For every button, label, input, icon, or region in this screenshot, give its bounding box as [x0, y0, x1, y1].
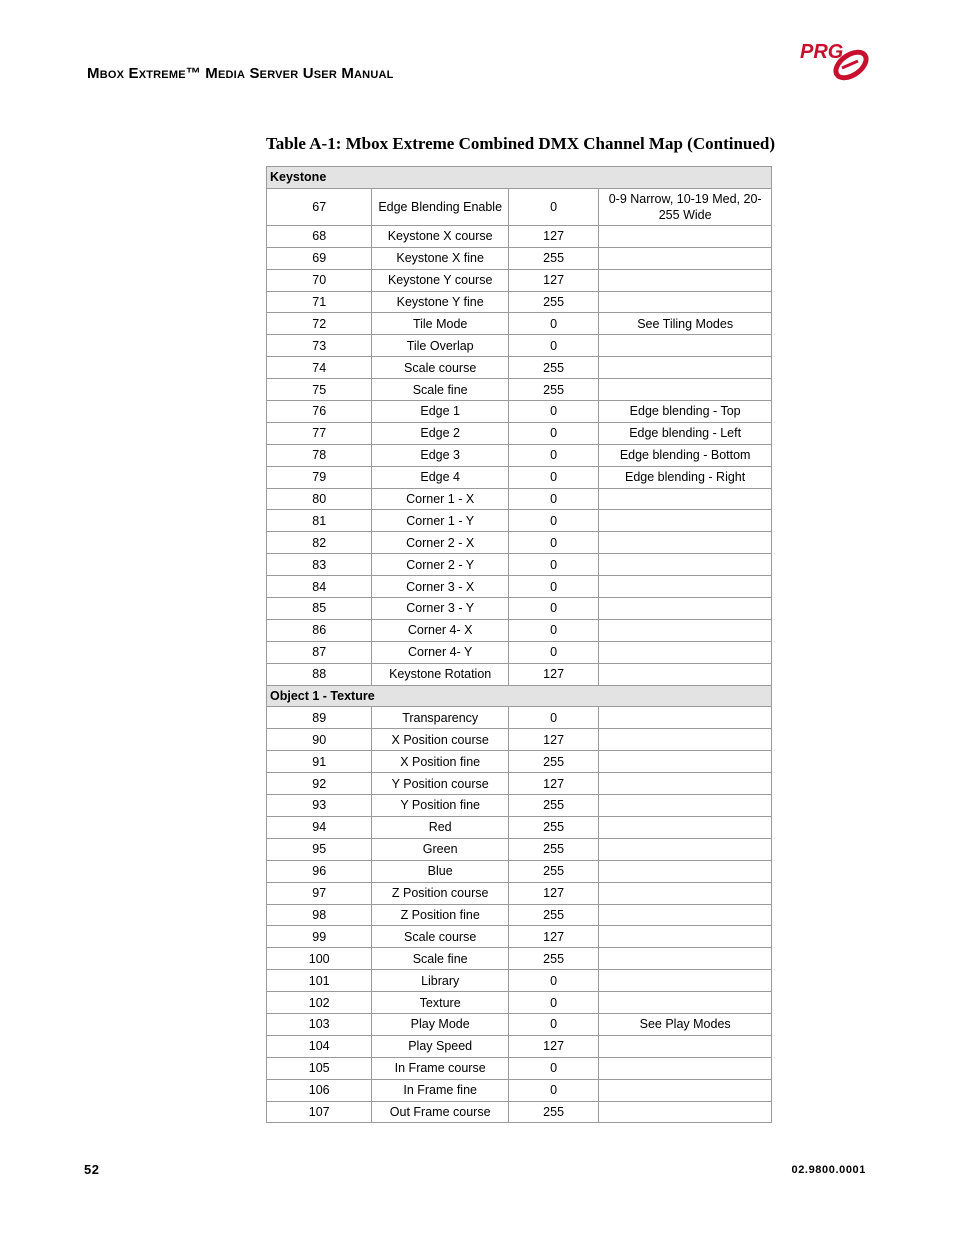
function-cell: Scale course — [372, 357, 509, 379]
notes-cell: See Play Modes — [599, 1013, 772, 1035]
channel-cell: 80 — [267, 488, 372, 510]
default-value-cell: 0 — [508, 619, 598, 641]
section-header-row — [267, 167, 772, 189]
channel-cell: 92 — [267, 773, 372, 795]
notes-cell — [599, 707, 772, 729]
notes-cell — [599, 335, 772, 357]
table-row — [267, 882, 772, 904]
channel-cell: 79 — [267, 466, 372, 488]
default-value-cell: 0 — [508, 1057, 598, 1079]
default-value-cell: 0 — [508, 576, 598, 598]
channel-cell: 103 — [267, 1013, 372, 1035]
default-value-cell: 0 — [508, 992, 598, 1014]
function-cell: Keystone X fine — [372, 247, 509, 269]
table-row — [267, 188, 772, 225]
table-row — [267, 1079, 772, 1101]
channel-cell: 77 — [267, 422, 372, 444]
table-row — [267, 992, 772, 1014]
notes-cell — [599, 904, 772, 926]
function-cell: Corner 1 - X — [372, 488, 509, 510]
table-row — [267, 379, 772, 401]
table-row — [267, 1013, 772, 1035]
function-cell: Keystone Y course — [372, 269, 509, 291]
function-cell: Scale course — [372, 926, 509, 948]
table-row — [267, 422, 772, 444]
notes-cell: Edge blending - Left — [599, 422, 772, 444]
default-value-cell: 0 — [508, 488, 598, 510]
notes-cell — [599, 510, 772, 532]
channel-cell: 106 — [267, 1079, 372, 1101]
default-value-cell: 0 — [508, 1079, 598, 1101]
channel-cell: 104 — [267, 1035, 372, 1057]
table-row — [267, 510, 772, 532]
channel-cell: 89 — [267, 707, 372, 729]
function-cell: Corner 4- X — [372, 619, 509, 641]
table-row — [267, 401, 772, 423]
default-value-cell: 255 — [508, 816, 598, 838]
notes-cell — [599, 860, 772, 882]
function-cell: Corner 4- Y — [372, 641, 509, 663]
notes-cell — [599, 816, 772, 838]
table-row — [267, 357, 772, 379]
table-row — [267, 838, 772, 860]
default-value-cell: 255 — [508, 904, 598, 926]
table-row — [267, 663, 772, 685]
default-value-cell: 0 — [508, 532, 598, 554]
notes-cell — [599, 554, 772, 576]
channel-cell: 96 — [267, 860, 372, 882]
table-row — [267, 1035, 772, 1057]
notes-cell: Edge blending - Top — [599, 401, 772, 423]
notes-cell — [599, 225, 772, 247]
function-cell: Y Position course — [372, 773, 509, 795]
channel-cell: 68 — [267, 225, 372, 247]
function-cell: Edge 4 — [372, 466, 509, 488]
default-value-cell: 127 — [508, 225, 598, 247]
default-value-cell: 255 — [508, 795, 598, 817]
notes-cell — [599, 751, 772, 773]
default-value-cell: 0 — [508, 707, 598, 729]
channel-cell: 75 — [267, 379, 372, 401]
function-cell: Transparency — [372, 707, 509, 729]
notes-cell — [599, 488, 772, 510]
notes-cell — [599, 619, 772, 641]
table-row — [267, 335, 772, 357]
notes-cell — [599, 948, 772, 970]
notes-cell — [599, 641, 772, 663]
notes-cell — [599, 1079, 772, 1101]
function-cell: Tile Mode — [372, 313, 509, 335]
default-value-cell: 0 — [508, 510, 598, 532]
default-value-cell: 255 — [508, 1101, 598, 1123]
default-value-cell: 127 — [508, 773, 598, 795]
function-cell: Tile Overlap — [372, 335, 509, 357]
channel-cell: 83 — [267, 554, 372, 576]
function-cell: Edge 1 — [372, 401, 509, 423]
function-cell: Edge 3 — [372, 444, 509, 466]
prg-logo — [796, 36, 874, 82]
table-row — [267, 598, 772, 620]
function-cell: X Position fine — [372, 751, 509, 773]
table-row — [267, 751, 772, 773]
notes-cell — [599, 532, 772, 554]
default-value-cell: 0 — [508, 335, 598, 357]
default-value-cell: 0 — [508, 598, 598, 620]
channel-cell: 97 — [267, 882, 372, 904]
notes-cell — [599, 992, 772, 1014]
table-row — [267, 532, 772, 554]
section-header-row — [267, 685, 772, 707]
function-cell: Edge Blending Enable — [372, 188, 509, 225]
channel-cell: 105 — [267, 1057, 372, 1079]
default-value-cell: 0 — [508, 1013, 598, 1035]
notes-cell — [599, 663, 772, 685]
section-title: Object 1 - Texture — [267, 685, 772, 707]
function-cell: Keystone X course — [372, 225, 509, 247]
default-value-cell: 127 — [508, 882, 598, 904]
table-row — [267, 816, 772, 838]
table-row — [267, 444, 772, 466]
function-cell: Z Position fine — [372, 904, 509, 926]
table-row — [267, 488, 772, 510]
function-cell: Library — [372, 970, 509, 992]
default-value-cell: 255 — [508, 838, 598, 860]
channel-cell: 93 — [267, 795, 372, 817]
default-value-cell: 255 — [508, 948, 598, 970]
function-cell: Out Frame course — [372, 1101, 509, 1123]
default-value-cell: 127 — [508, 729, 598, 751]
notes-cell — [599, 1035, 772, 1057]
default-value-cell: 0 — [508, 188, 598, 225]
default-value-cell: 0 — [508, 444, 598, 466]
function-cell: Z Position course — [372, 882, 509, 904]
function-cell: Texture — [372, 992, 509, 1014]
function-cell: Blue — [372, 860, 509, 882]
channel-cell: 91 — [267, 751, 372, 773]
channel-cell: 67 — [267, 188, 372, 225]
notes-cell — [599, 247, 772, 269]
default-value-cell: 255 — [508, 751, 598, 773]
function-cell: Corner 2 - Y — [372, 554, 509, 576]
notes-cell — [599, 576, 772, 598]
channel-cell: 85 — [267, 598, 372, 620]
function-cell: Keystone Rotation — [372, 663, 509, 685]
default-value-cell: 127 — [508, 1035, 598, 1057]
table-row — [267, 576, 772, 598]
function-cell: Green — [372, 838, 509, 860]
notes-cell — [599, 1101, 772, 1123]
default-value-cell: 0 — [508, 401, 598, 423]
channel-cell: 72 — [267, 313, 372, 335]
function-cell: Edge 2 — [372, 422, 509, 444]
channel-cell: 86 — [267, 619, 372, 641]
channel-cell: 69 — [267, 247, 372, 269]
function-cell: In Frame fine — [372, 1079, 509, 1101]
table-row — [267, 707, 772, 729]
table-row — [267, 795, 772, 817]
function-cell: Corner 2 - X — [372, 532, 509, 554]
function-cell: Corner 1 - Y — [372, 510, 509, 532]
channel-cell: 95 — [267, 838, 372, 860]
dmx-channel-table — [266, 166, 772, 1123]
table-row — [267, 773, 772, 795]
function-cell: Corner 3 - Y — [372, 598, 509, 620]
channel-cell: 87 — [267, 641, 372, 663]
channel-cell: 70 — [267, 269, 372, 291]
channel-cell: 71 — [267, 291, 372, 313]
function-cell: X Position course — [372, 729, 509, 751]
default-value-cell: 0 — [508, 466, 598, 488]
notes-cell: Edge blending - Bottom — [599, 444, 772, 466]
function-cell: Scale fine — [372, 948, 509, 970]
default-value-cell: 127 — [508, 926, 598, 948]
table-caption: Table A-1: Mbox Extreme Combined DMX Channel Map (Continued) — [265, 134, 776, 153]
function-cell: Keystone Y fine — [372, 291, 509, 313]
table-row — [267, 1057, 772, 1079]
channel-cell: 94 — [267, 816, 372, 838]
channel-cell: 107 — [267, 1101, 372, 1123]
channel-cell: 88 — [267, 663, 372, 685]
notes-cell — [599, 598, 772, 620]
default-value-cell: 255 — [508, 860, 598, 882]
default-value-cell: 0 — [508, 641, 598, 663]
notes-cell: See Tiling Modes — [599, 313, 772, 335]
function-cell: Play Mode — [372, 1013, 509, 1035]
table-row — [267, 247, 772, 269]
channel-cell: 78 — [267, 444, 372, 466]
page-number: 52 — [84, 1162, 100, 1177]
channel-cell: 76 — [267, 401, 372, 423]
table-row — [267, 948, 772, 970]
function-cell: Y Position fine — [372, 795, 509, 817]
function-cell: Scale fine — [372, 379, 509, 401]
notes-cell — [599, 926, 772, 948]
channel-cell: 81 — [267, 510, 372, 532]
channel-cell: 101 — [267, 970, 372, 992]
table-row — [267, 619, 772, 641]
notes-cell — [599, 729, 772, 751]
default-value-cell: 255 — [508, 379, 598, 401]
channel-cell: 102 — [267, 992, 372, 1014]
notes-cell: 0-9 Narrow, 10-19 Med, 20-255 Wide — [599, 188, 772, 225]
default-value-cell: 0 — [508, 970, 598, 992]
channel-cell: 100 — [267, 948, 372, 970]
channel-cell: 84 — [267, 576, 372, 598]
table-row — [267, 225, 772, 247]
table-row — [267, 1101, 772, 1123]
notes-cell — [599, 379, 772, 401]
function-cell: Red — [372, 816, 509, 838]
table-row — [267, 313, 772, 335]
notes-cell — [599, 357, 772, 379]
table-row — [267, 466, 772, 488]
notes-cell — [599, 291, 772, 313]
channel-cell: 82 — [267, 532, 372, 554]
channel-cell: 98 — [267, 904, 372, 926]
channel-cell: 99 — [267, 926, 372, 948]
default-value-cell: 127 — [508, 269, 598, 291]
channel-cell: 74 — [267, 357, 372, 379]
table-row — [267, 860, 772, 882]
notes-cell — [599, 1057, 772, 1079]
table-row — [267, 970, 772, 992]
default-value-cell: 0 — [508, 422, 598, 444]
table-row — [267, 554, 772, 576]
notes-cell — [599, 882, 772, 904]
notes-cell — [599, 773, 772, 795]
notes-cell — [599, 795, 772, 817]
channel-cell: 73 — [267, 335, 372, 357]
default-value-cell: 127 — [508, 663, 598, 685]
section-title: Keystone — [267, 167, 772, 189]
document-number: 02.9800.0001 — [791, 1164, 866, 1176]
default-value-cell: 255 — [508, 357, 598, 379]
table-row — [267, 269, 772, 291]
notes-cell — [599, 269, 772, 291]
default-value-cell: 0 — [508, 313, 598, 335]
table-row — [267, 904, 772, 926]
logo-text: PRG — [800, 41, 844, 63]
function-cell: Play Speed — [372, 1035, 509, 1057]
notes-cell — [599, 838, 772, 860]
notes-cell: Edge blending - Right — [599, 466, 772, 488]
table-row — [267, 926, 772, 948]
function-cell: Corner 3 - X — [372, 576, 509, 598]
channel-cell: 90 — [267, 729, 372, 751]
function-cell: In Frame course — [372, 1057, 509, 1079]
default-value-cell: 255 — [508, 247, 598, 269]
table-row — [267, 291, 772, 313]
manual-title: Mbox Extreme™ Media Server User Manual — [87, 65, 394, 82]
default-value-cell: 0 — [508, 554, 598, 576]
notes-cell — [599, 970, 772, 992]
table-row — [267, 729, 772, 751]
table-row — [267, 641, 772, 663]
default-value-cell: 255 — [508, 291, 598, 313]
